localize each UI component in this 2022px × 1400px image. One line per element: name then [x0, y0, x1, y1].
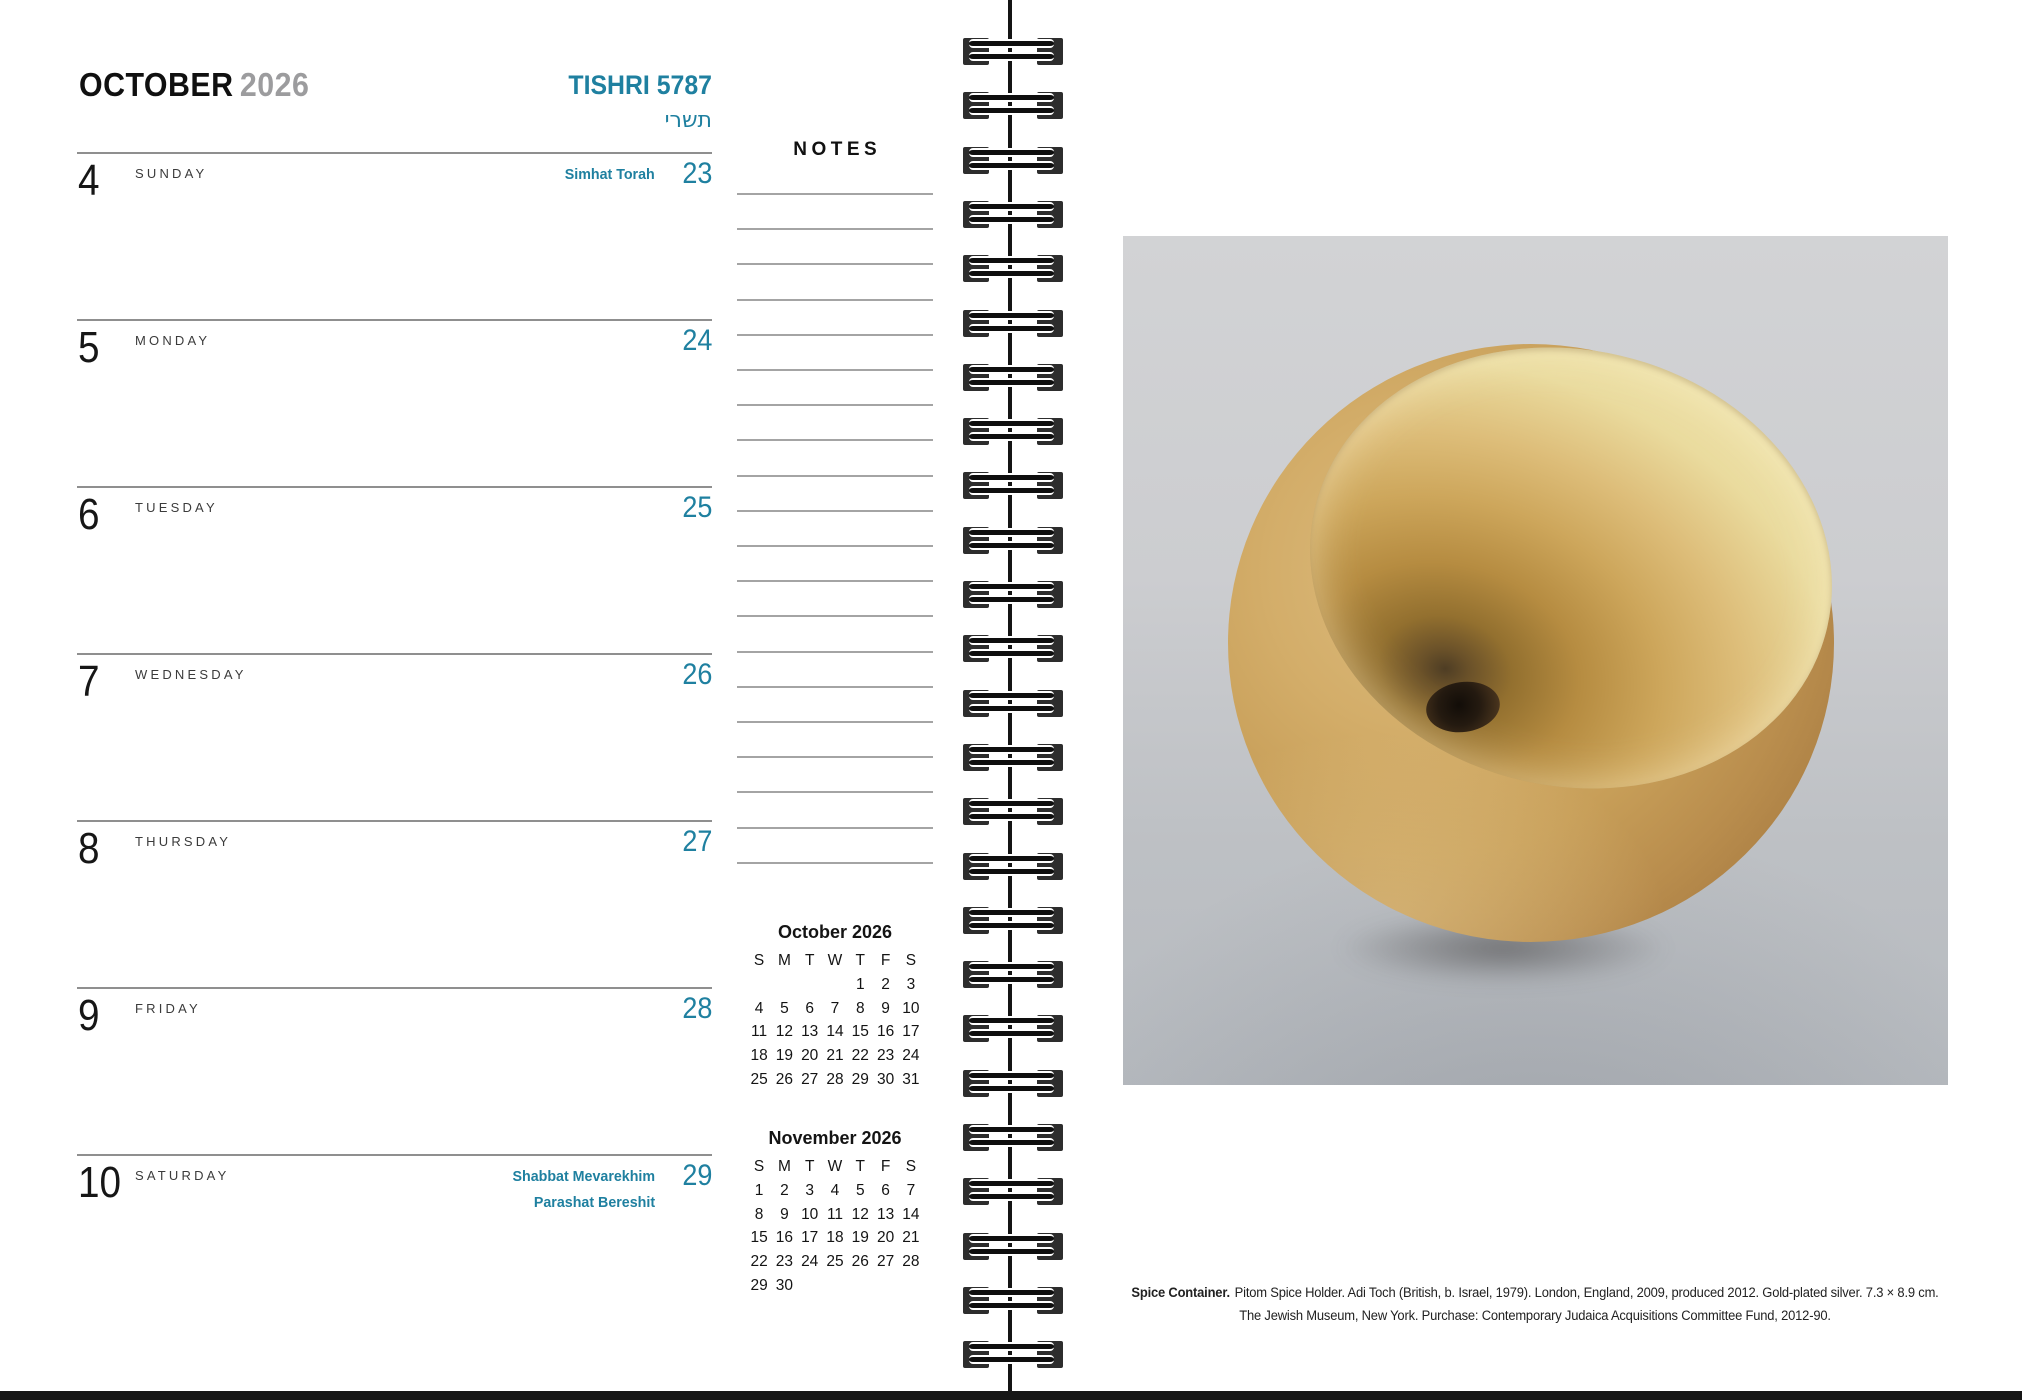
coil-wire [969, 908, 1054, 917]
date-cell: 31 [902, 1070, 920, 1088]
date-cell: 24 [902, 1047, 920, 1065]
coil-wire [969, 269, 1054, 278]
notes-ruled-line [737, 791, 933, 793]
date-cell: 4 [754, 999, 764, 1017]
binding-coil [963, 744, 1063, 771]
coil-wire [969, 161, 1054, 170]
binding-coil [963, 418, 1063, 445]
mini-calendar-title: November 2026 [768, 1128, 902, 1148]
hebrew-date-number: 26 [681, 658, 712, 691]
day-name-label: SATURDAY [135, 1168, 230, 1183]
date-cell: 13 [801, 1023, 819, 1041]
weekday-header-cell: S [905, 952, 917, 969]
date-cell [822, 1274, 847, 1298]
day-name-label: MONDAY [135, 333, 211, 348]
binding-coil [963, 310, 1063, 337]
notes-ruled-line [737, 510, 933, 512]
notes-ruled-line [737, 263, 933, 265]
notes-ruled-line [737, 334, 933, 336]
date-cell: 11 [751, 1023, 768, 1041]
date-cell: 5 [780, 999, 789, 1017]
coil-wire [969, 704, 1054, 713]
date-cell: 15 [851, 1023, 869, 1041]
coil-wire [969, 636, 1054, 645]
date-cell: 17 [902, 1023, 920, 1041]
binding-coil [963, 635, 1063, 662]
coil-wire [969, 1288, 1054, 1297]
date-cell: 23 [775, 1253, 794, 1271]
date-cell [848, 1274, 873, 1298]
day-row-saturday [77, 1154, 712, 1391]
coil-wire [969, 649, 1054, 658]
date-cell: 3 [805, 1181, 814, 1199]
date-cell: 26 [851, 1253, 869, 1271]
weekday-header-cell: T [855, 952, 866, 969]
page-title [79, 66, 309, 104]
mini-calendar-grid [737, 1155, 933, 1298]
caption-artwork-title: Spice Container. [1131, 1285, 1230, 1300]
weekday-header-cell: F [880, 1158, 891, 1175]
date-cell: 30 [775, 1276, 794, 1294]
coil-wire [969, 1342, 1054, 1351]
binding-coil [963, 1070, 1063, 1097]
weekday-header-cell: T [855, 1158, 866, 1175]
holiday-label: Simhat Torah [565, 166, 655, 183]
date-cell: 15 [750, 1229, 768, 1247]
date-cell: 9 [780, 1205, 789, 1223]
date-cell: 18 [750, 1047, 768, 1065]
day-name-label: THURSDAY [135, 834, 232, 849]
coil-wire [969, 324, 1054, 333]
date-cell: 20 [801, 1047, 819, 1065]
date-cell: 27 [801, 1070, 819, 1088]
coil-wire [969, 582, 1054, 591]
notes-ruled-line [737, 721, 933, 723]
coil-wire [969, 758, 1054, 767]
hebrew-date-number: 23 [681, 157, 712, 190]
mini-calendar-title: October 2026 [777, 922, 893, 942]
year-label: 2026 [239, 66, 310, 103]
date-cell: 29 [750, 1276, 768, 1294]
day-number: 4 [78, 156, 100, 205]
notes-ruled-line [737, 299, 933, 301]
day-number: 5 [78, 323, 100, 372]
coil-wire [969, 799, 1054, 808]
coil-wire [969, 962, 1054, 971]
coil-wire [969, 854, 1054, 863]
date-cell: 24 [801, 1253, 819, 1271]
weekday-header-cell: T [804, 952, 815, 969]
weekday-header-cell: T [804, 1158, 815, 1175]
page-bottom-edge [0, 1391, 2022, 1400]
notes-ruled-line [737, 228, 933, 230]
coil-wire [969, 595, 1054, 604]
day-events [560, 162, 655, 188]
vessel-concave-bowl [1266, 296, 1877, 839]
mini-calendar-grid [737, 949, 933, 1092]
coil-wire [969, 52, 1054, 61]
binding-coil [963, 527, 1063, 554]
binding-coil [963, 201, 1063, 228]
binding-coil [963, 1124, 1063, 1151]
caption-line-1 [1045, 1281, 2022, 1304]
date-cell [797, 1274, 822, 1298]
date-cell [898, 1274, 923, 1298]
coil-wire [969, 432, 1054, 441]
date-cell: 20 [876, 1229, 895, 1247]
photo-caption [1045, 1281, 2022, 1327]
coil-wire [969, 365, 1054, 374]
date-cell: 1 [855, 975, 865, 993]
coil-wire [969, 745, 1054, 754]
caption-details: Pitom Spice Holder. Adi Toch (British, b. Israel, 1979). London, England, 2009, produced 2012. Gold-plated silver. 7.3 × 8.9 cm. [1234, 1285, 1939, 1300]
date-cell: 14 [826, 1023, 844, 1041]
gold-sphere-vessel [1228, 344, 1834, 942]
binding-coil [963, 255, 1063, 282]
coil-wire [969, 1179, 1054, 1188]
date-cell: 4 [830, 1181, 840, 1199]
date-cell [746, 973, 771, 997]
day-row-thursday [77, 820, 712, 987]
date-cell: 29 [851, 1070, 869, 1088]
coil-wire [969, 921, 1054, 930]
notes-ruled-line [737, 404, 933, 406]
weekday-header-cell: M [777, 1158, 791, 1175]
coil-wire [969, 1355, 1054, 1364]
coil-wire [969, 215, 1054, 224]
binding-coil [963, 961, 1063, 988]
mini-calendar-october [737, 921, 933, 1092]
notes-title: NOTES [793, 139, 882, 160]
binding-coil [963, 472, 1063, 499]
date-cell: 21 [902, 1229, 920, 1247]
date-cell: 28 [902, 1253, 920, 1271]
date-cell: 10 [902, 999, 920, 1017]
date-cell [822, 973, 847, 997]
date-cell: 7 [830, 999, 840, 1017]
day-number: 10 [78, 1158, 122, 1207]
weekday-header-cell: S [905, 1158, 917, 1175]
date-cell: 12 [851, 1205, 869, 1223]
notes-ruled-line [737, 615, 933, 617]
hebrew-date-number: 25 [681, 491, 712, 524]
coil-wire [969, 1071, 1054, 1080]
date-cell: 3 [906, 975, 916, 993]
binding-coil [963, 907, 1063, 934]
date-cell: 25 [826, 1253, 844, 1271]
binding-coil [963, 690, 1063, 717]
date-cell: 9 [881, 999, 890, 1017]
coil-wire [969, 1247, 1054, 1256]
coil-wire [969, 419, 1054, 428]
notes-ruled-line [737, 193, 933, 195]
weekday-header-cell: W [827, 952, 843, 969]
coil-wire [969, 473, 1054, 482]
coil-wire [969, 311, 1054, 320]
day-name-label: SUNDAY [135, 166, 208, 181]
coil-wire [969, 1192, 1054, 1201]
coil-wire [969, 1029, 1054, 1038]
coil-wire [969, 486, 1054, 495]
hebrew-date-number: 28 [681, 992, 712, 1025]
date-cell: 19 [775, 1047, 794, 1065]
coil-wire [969, 1016, 1054, 1025]
binding-coil [963, 581, 1063, 608]
coil-wire [969, 256, 1054, 265]
coil-wire [969, 378, 1054, 387]
date-cell: 1 [754, 1181, 764, 1199]
date-cell: 7 [906, 1181, 916, 1199]
weekday-header-cell: F [880, 952, 891, 969]
coil-wire [969, 691, 1054, 700]
date-cell: 17 [801, 1229, 819, 1247]
day-row-friday [77, 987, 712, 1154]
day-name-label: WEDNESDAY [135, 667, 247, 682]
mini-calendar-november [737, 1127, 933, 1298]
day-name-label: FRIDAY [135, 1001, 201, 1016]
notes-ruled-line [737, 686, 933, 688]
date-cell: 22 [750, 1253, 768, 1271]
date-cell: 5 [855, 1181, 865, 1199]
weekday-header-cell: S [753, 952, 765, 969]
date-cell: 14 [902, 1205, 920, 1223]
binding-coil [963, 38, 1063, 65]
binding-coil [963, 1233, 1063, 1260]
coil-wire [969, 528, 1054, 537]
day-number: 9 [78, 991, 100, 1040]
date-cell: 8 [754, 1205, 764, 1223]
day-events [505, 1164, 655, 1216]
hebrew-date-number: 27 [681, 825, 712, 858]
hebrew-date-number: 29 [681, 1159, 712, 1192]
coil-wire [969, 1084, 1054, 1093]
date-cell: 16 [775, 1229, 794, 1247]
date-cell [797, 973, 822, 997]
coil-wire [969, 148, 1054, 157]
binding-coil [963, 853, 1063, 880]
binding-coil [963, 364, 1063, 391]
holiday-label: Shabbat Mevarekhim [512, 1168, 655, 1185]
day-row-sunday [77, 152, 712, 319]
notes-ruled-line [737, 369, 933, 371]
day-row-wednesday [77, 653, 712, 820]
date-cell: 25 [750, 1070, 768, 1088]
binding-coil [963, 1341, 1063, 1368]
coil-wire [969, 975, 1054, 984]
notes-ruled-line [737, 651, 933, 653]
hebrew-header [362, 70, 712, 133]
day-number: 7 [78, 657, 100, 706]
spice-container-photo [1123, 236, 1948, 1085]
date-cell: 10 [801, 1205, 819, 1223]
notes-ruled-line [737, 545, 933, 547]
notes-ruled-line [737, 827, 933, 829]
coil-wire [969, 39, 1054, 48]
binding-coil [963, 147, 1063, 174]
date-cell: 12 [775, 1023, 794, 1041]
weekday-header-cell: W [827, 1158, 843, 1175]
date-cell: 6 [805, 999, 814, 1017]
hebrew-month-script: תשרי [664, 108, 712, 133]
coil-wire [969, 867, 1054, 876]
date-cell: 6 [881, 1181, 890, 1199]
date-cell: 13 [876, 1205, 895, 1223]
caption-line-2: The Jewish Museum, New York. Purchase: Contemporary Judaica Acquisitions Committee Fund, 2012-90. [1239, 1308, 1831, 1323]
date-cell: 21 [826, 1047, 844, 1065]
binding-coil [963, 1178, 1063, 1205]
binding-coil [963, 92, 1063, 119]
binding-coil [963, 1015, 1063, 1042]
date-cell: 11 [826, 1205, 844, 1223]
day-row-monday [77, 319, 712, 486]
date-cell: 2 [881, 975, 890, 993]
notes-ruled-line [737, 756, 933, 758]
hebrew-date-number: 24 [681, 324, 712, 357]
notes-ruled-line [737, 580, 933, 582]
date-cell: 30 [876, 1070, 895, 1088]
coil-wire [969, 202, 1054, 211]
notes-ruled-line [737, 862, 933, 864]
weekday-header-cell: S [753, 1158, 765, 1175]
hebrew-month-year: TISHRI 5787 [568, 70, 712, 100]
date-cell: 27 [876, 1253, 895, 1271]
notes-ruled-line [737, 439, 933, 441]
coil-wire [969, 812, 1054, 821]
date-cell: 28 [826, 1070, 844, 1088]
notes-ruled-line [737, 475, 933, 477]
date-cell: 23 [876, 1047, 895, 1065]
date-cell: 8 [855, 999, 865, 1017]
coil-wire [969, 1138, 1054, 1147]
weekday-header-cell: M [777, 952, 791, 969]
coil-wire [969, 1301, 1054, 1310]
day-number: 6 [78, 490, 100, 539]
date-cell: 26 [775, 1070, 794, 1088]
coil-wire [969, 541, 1054, 550]
date-cell: 2 [780, 1181, 789, 1199]
day-row-tuesday [77, 486, 712, 653]
coil-wire [969, 106, 1054, 115]
coil-wire [969, 1125, 1054, 1134]
date-cell: 18 [826, 1229, 844, 1247]
date-cell [873, 1274, 898, 1298]
month-name: OCTOBER [79, 66, 234, 103]
date-cell: 16 [876, 1023, 895, 1041]
date-cell: 19 [851, 1229, 869, 1247]
coil-wire [969, 93, 1054, 102]
date-cell [772, 973, 797, 997]
binding-coil [963, 798, 1063, 825]
day-number: 8 [78, 824, 100, 873]
date-cell: 22 [851, 1047, 869, 1065]
coil-wire [969, 1234, 1054, 1243]
day-name-label: TUESDAY [135, 500, 218, 515]
holiday-label: Parashat Bereshit [533, 1194, 655, 1211]
